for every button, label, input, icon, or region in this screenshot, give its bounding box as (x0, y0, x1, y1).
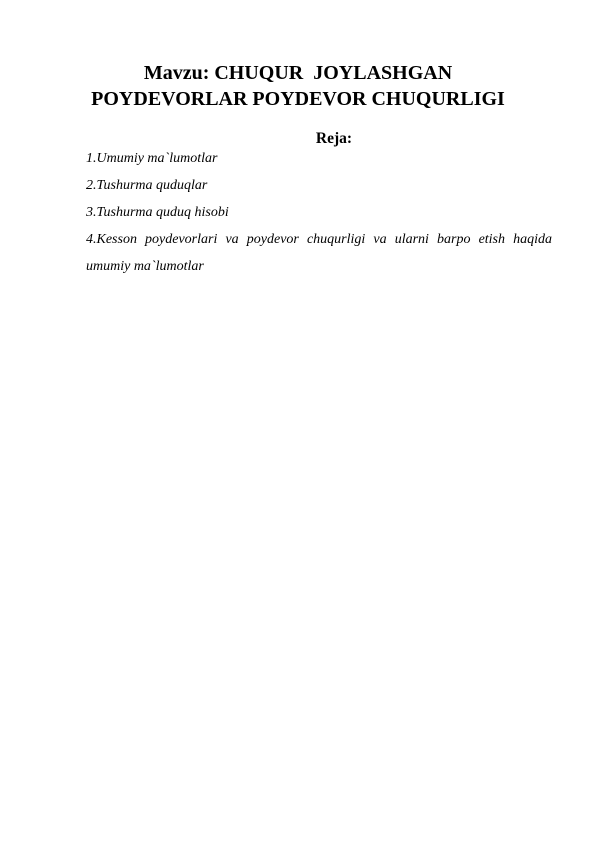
plan-item: 1.Umumiy ma`lumotlar (86, 151, 218, 166)
title-line-2: POYDEVORLAR POYDEVOR CHUQURLIGI (91, 88, 505, 110)
plan-item: 2.Tushurma quduqlar (86, 178, 208, 193)
document-title (70, 60, 526, 112)
plan-heading: Reja: (315, 130, 353, 147)
plan-list (86, 145, 552, 280)
title-line-1: Mavzu: CHUQUR JOYLASHGAN (143, 62, 453, 84)
plan-item: 4.Kesson poydevorlari va poydevor chuqurligi va ularni barpo etish haqida umumiy ma`lumotlar (86, 232, 552, 274)
plan-item: 3.Tushurma quduq hisobi (86, 205, 229, 220)
